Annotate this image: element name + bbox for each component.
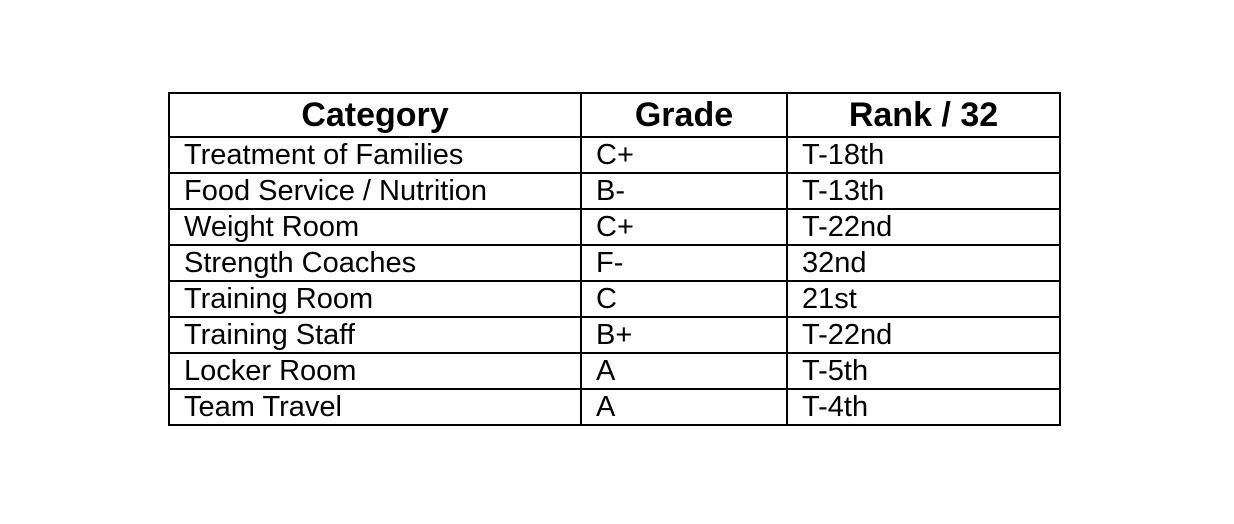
rank-cell: T-22nd (787, 317, 1060, 353)
grades-table (168, 92, 1061, 426)
header-category: Category (169, 93, 581, 137)
table-row (169, 137, 1060, 173)
grade-cell: B+ (581, 317, 787, 353)
rank-cell: T-4th (787, 389, 1060, 425)
grade-cell: F- (581, 245, 787, 281)
grade-cell: A (581, 353, 787, 389)
grade-cell: A (581, 389, 787, 425)
rank-cell: T-22nd (787, 209, 1060, 245)
category-cell: Team Travel (169, 389, 581, 425)
header-rank: Rank / 32 (787, 93, 1060, 137)
table-row (169, 209, 1060, 245)
category-cell: Weight Room (169, 209, 581, 245)
table-header (169, 93, 1060, 137)
table-row (169, 353, 1060, 389)
grade-cell: C (581, 281, 787, 317)
table-row (169, 389, 1060, 425)
table-row (169, 281, 1060, 317)
category-cell: Strength Coaches (169, 245, 581, 281)
rank-cell: 32nd (787, 245, 1060, 281)
header-grade: Grade (581, 93, 787, 137)
header-row (169, 93, 1060, 137)
category-cell: Training Staff (169, 317, 581, 353)
rank-cell: T-13th (787, 173, 1060, 209)
table-row (169, 245, 1060, 281)
grade-cell: C+ (581, 137, 787, 173)
grade-cell: C+ (581, 209, 787, 245)
table-row (169, 173, 1060, 209)
rank-cell: T-18th (787, 137, 1060, 173)
table-body (169, 137, 1060, 425)
category-cell: Locker Room (169, 353, 581, 389)
table-row (169, 317, 1060, 353)
category-cell: Treatment of Families (169, 137, 581, 173)
rank-cell: 21st (787, 281, 1060, 317)
category-cell: Food Service / Nutrition (169, 173, 581, 209)
category-cell: Training Room (169, 281, 581, 317)
rank-cell: T-5th (787, 353, 1060, 389)
grade-cell: B- (581, 173, 787, 209)
